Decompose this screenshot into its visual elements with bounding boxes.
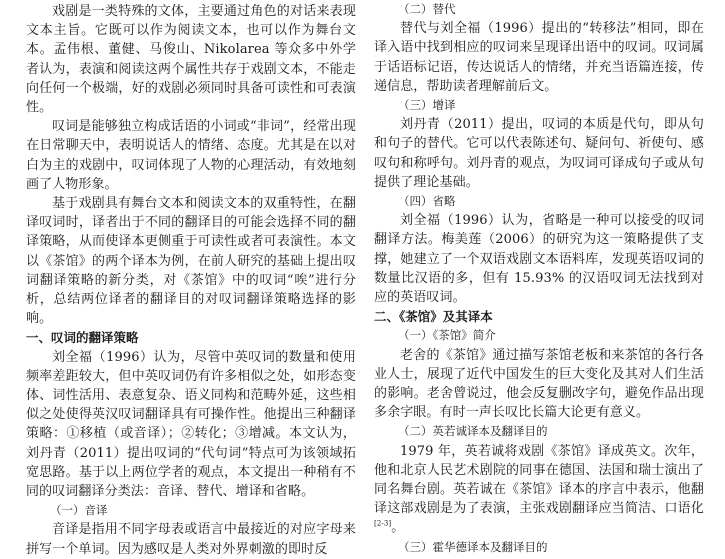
subheading-howard: （三）霍华德译本及翻译目的 xyxy=(398,539,548,554)
right-column xyxy=(374,0,704,557)
paragraph-study-purpose: 基于戏剧具有舞台文本和阅读文本的双重特性，在翻译叹词时，译者出于不同的翻译目的可能会选择不同的翻译策略，从而使译本更侧重于可读性或者可表演性。本文以《茶馆》的两个译本为例，在前人研究的基础上提出叹词翻译策略的新分类，对《茶馆》中的叹词“唉”进行分析，总结两位译者的翻译目的对叹词翻译策略选择的影响。 xyxy=(26,196,356,327)
citation-ref: [2-3] xyxy=(374,520,392,529)
paragraph-transliteration: 音译是指用不同字母表或语言中最接近的对应字母来拼写一个单词。因为感叹是人类对外界刺激的即时反 xyxy=(26,522,356,557)
section-heading-teahouse: 二、《茶馆》及其译本 xyxy=(374,309,493,325)
subheading-ying-ruocheng: （二）英若诚译本及翻译目的 xyxy=(398,424,548,439)
paragraph-drama-intro: 戏剧是一类特殊的文体，主要通过角色的对话来表现文本主旨。它既可以作为阅读文本，也可以作为舞台文本。孟伟根、董健、马俊山、Nikolarea 等众多中外学者认为，表演和阅读这两个属性共存于戏剧文本，不能走向任何一个极端，好的戏剧必须同时具备可读性和可表演性。 xyxy=(26,4,356,116)
paragraph-ying-ruocheng xyxy=(374,442,704,538)
left-column xyxy=(26,0,356,559)
paragraph-amplification: 刘丹青（2011）提出，叹词的本质是代句，即从句和句子的替代。它可以代表陈述句、疑问句、祈使句、感叹句和称呼句。刘丹青的观点，为叹词可译成句子或从句提供了理论基础。 xyxy=(374,117,704,190)
paragraph-omission: 刘全福（1996）认为，省略是一种可以接受的叹词翻译方法。梅美莲（2006）的研究为这一策略提供了支撑，她建立了一个双语戏剧文本语料库，发现英语叹词的数量比汉语的多，但有 15.93% 的汉语叹词无法找到对应的英语叹词。 xyxy=(374,213,704,306)
subheading-transliteration: （一）音译 xyxy=(50,503,108,518)
paragraph-ying-ruocheng-end: 。 xyxy=(391,520,405,536)
paragraph-teahouse-intro: 老舍的《茶馆》通过描写茶馆老板和来茶馆的各行各业人士，展现了近代中国发生的巨大变化及其对人们生活的影响。老舍曾说过，他会反复删改字句，避免作品出现多余字眼。有时一声长叹比长篇大论更有意义。 xyxy=(374,347,704,421)
paragraph-substitution: 替代与刘全福（1996）提出的“转移法”相同，即在译入语中找到相应的叹词来呈现译出语中的叹词。叹词属于话语标记语，传达说话人的情绪，并充当语篇连接，传递信息，帮助读者理解前后文。 xyxy=(374,21,704,94)
section-heading-translation-strategies: 一、叹词的翻译策略 xyxy=(26,330,139,346)
paragraph-interjection-definition: 叹词是能够独立构成话语的小词或“非词”，经常出现在日常聊天中，表明说话人的情绪、态度。尤其是在以对白为主的戏剧中，叹词体现了人物的心理活动，有效地刻画了人物形象。 xyxy=(26,119,356,192)
paragraph-strategy-overview: 刘全福（1996）认为，尽管中英叹词的数量和使用频率差距较大，但中英叹词仍有许多相似之处，如形态变体、词性活用、表意复杂、语义同构和范畴外延，这些相似之处使得英汉叹词翻译具有可操作性。他提出三种翻译策略：①移植（或音译）；②转化；③增减。本文认为，刘丹青（2011）提出叹词的“代句词”特点可为该领域拓宽思路。基于以上两位学者的观点，本文提出一种稍有不同的叹词翻译分类法：音译、替代、增译和省略。 xyxy=(26,349,356,500)
subheading-substitution: （二）替代 xyxy=(398,2,456,16)
subheading-omission: （四）省略 xyxy=(398,194,456,209)
subheading-amplification: （三）增译 xyxy=(398,98,456,113)
paragraph-ying-ruocheng-text: 1979 年，英若诚将戏剧《茶馆》译成英文。次年，他和北京人民艺术剧院的同事在德国、法国和瑞士演出了同名舞台剧。英若诚在《茶馆》译本的序言中表示，他翻译这部戏剧是为了表演，主张戏剧翻译应当简洁、口语化 xyxy=(374,443,704,517)
subheading-teahouse-intro: （一）《茶馆》简介 xyxy=(398,328,496,343)
